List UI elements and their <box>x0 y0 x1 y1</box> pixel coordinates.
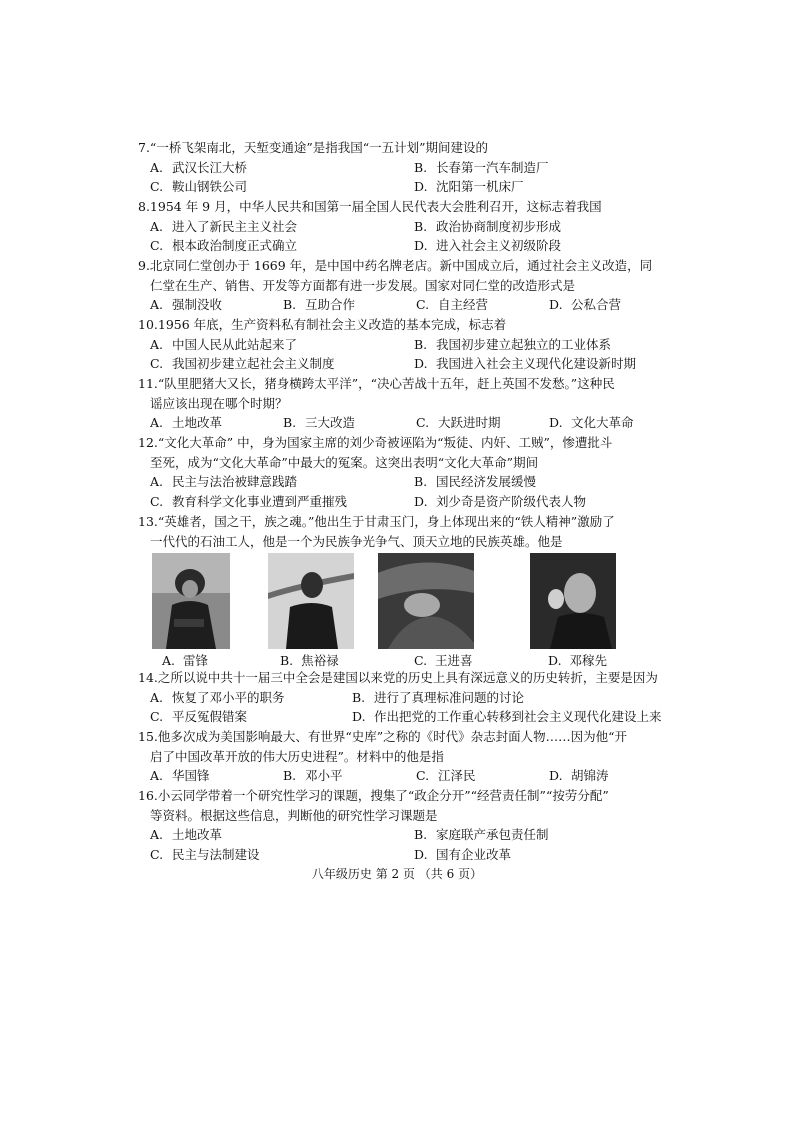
question-15 <box>138 727 678 786</box>
option-a[interactable]: A. 强制没收 <box>150 297 223 312</box>
question-stem: 16.小云同学带着一个研究性学习的课题，搜集了“政企分开”“经营责任制”“按劳分配” 等资料。根据这些信息，判断他的研究性学习课题是 <box>138 788 609 823</box>
page-footer: 八年级历史 第 2 页 （共 6 页） <box>311 867 483 881</box>
portrait-photo-b <box>268 553 354 649</box>
options <box>138 217 678 256</box>
caption-c: C. 王进喜 <box>414 653 473 668</box>
option-a[interactable]: A. 民主与法治被肆意践踏 <box>150 474 298 489</box>
options <box>138 688 678 727</box>
option-c[interactable]: C. 自主经营 <box>416 297 489 312</box>
photo-b <box>268 553 354 649</box>
portrait-photo-d <box>530 553 616 649</box>
caption-b: B. 焦裕禄 <box>280 653 339 668</box>
option-b[interactable]: B. 三大改造 <box>283 415 356 430</box>
question-stem: 11.“队里肥猪大又长，猪身横跨太平洋”，“决心苦战十五年，赶上英国不发愁。”这种民 谣应该出现在哪个时期？ <box>138 376 615 411</box>
question-stem: 8.1954 年 9 月，中华人民共和国第一届全国人民代表大会胜利召开，这标志着我国 <box>138 199 602 214</box>
option-b[interactable]: B. 长春第一汽车制造厂 <box>414 159 549 175</box>
caption-a: A. 雷锋 <box>162 653 208 668</box>
option-d[interactable]: D. 公私合营 <box>549 297 622 312</box>
question-stem: 12.“文化大革命” 中，身为国家主席的刘少奇被诬陷为“叛徒、内奸、工贼”，惨遭批斗 至死，成为“文化大革命”中最大的冤案。这突出表明“文化大革命”期间 <box>138 435 613 470</box>
question-stem: 10.1956 年底，生产资料私有制社会主义改造的基本完成，标志着 <box>138 317 507 332</box>
question-11 <box>138 374 678 433</box>
options <box>138 413 678 433</box>
option-c[interactable]: C. 鞍山钢铁公司 <box>150 179 248 194</box>
option-d[interactable]: D. 刘少奇是资产阶级代表人物 <box>414 493 587 509</box>
option-c[interactable]: C. 教育科学文化事业遭到严重摧残 <box>150 493 348 509</box>
question-9 <box>138 256 678 315</box>
option-b[interactable]: B. 邓小平 <box>283 768 343 783</box>
options <box>138 825 678 864</box>
question-stem: 14.之所以说中共十一届三中全会是建国以来党的历史上具有深远意义的历史转折，主要是因为 <box>138 670 658 685</box>
option-c[interactable]: C. 我国初步建立起社会主义制度 <box>150 356 335 371</box>
photo-c <box>378 553 474 649</box>
options <box>138 295 678 315</box>
option-d[interactable]: D. 进入社会主义初级阶段 <box>414 238 562 253</box>
option-a[interactable]: A. 中国人民从此站起来了 <box>150 336 298 352</box>
option-d[interactable]: D. 我国进入社会主义现代化建设新时期 <box>414 356 637 371</box>
question-7 <box>138 138 678 197</box>
option-a[interactable]: A. 土地改革 <box>150 827 223 842</box>
portrait-photo-c <box>378 553 474 649</box>
option-a[interactable]: A. 土地改革 <box>150 415 223 430</box>
portrait-photo-a <box>152 553 230 649</box>
option-c[interactable]: C. 江泽民 <box>416 768 476 783</box>
option-c[interactable]: C. 平反冤假错案 <box>150 709 248 724</box>
option-d[interactable]: D. 国有企业改革 <box>414 846 512 862</box>
option-b[interactable]: B. 互助合作 <box>283 297 356 312</box>
question-12 <box>138 433 678 511</box>
question-stem: 9.北京同仁堂创办于 1669 年，是中国中药名牌老店。新中国成立后，通过社会主义改造，同 仁堂在生产、销售、开发等方面都有进一步发展。国家对同仁堂的改造形式是 <box>138 258 653 293</box>
question-10 <box>138 315 678 374</box>
options <box>138 335 678 374</box>
option-c[interactable]: C. 根本政治制度正式确立 <box>150 238 298 253</box>
options <box>138 766 678 786</box>
option-a[interactable]: A. 武汉长江大桥 <box>150 159 248 175</box>
photo-a <box>152 553 230 649</box>
option-d[interactable]: D. 沈阳第一机床厂 <box>414 179 524 194</box>
option-b[interactable]: B. 政治协商制度初步形成 <box>414 218 562 234</box>
option-d[interactable]: D. 文化大革命 <box>549 415 634 430</box>
option-b[interactable]: B. 我国初步建立起独立的工业体系 <box>414 336 612 352</box>
caption-d: D. 邓稼先 <box>548 653 608 668</box>
question-8 <box>138 197 678 256</box>
option-a[interactable]: A. 恢复了邓小平的职务 <box>150 689 285 705</box>
options <box>138 158 678 197</box>
options <box>138 472 678 511</box>
question-16 <box>138 786 678 864</box>
question-stem: 15.他多次成为美国影响最大、有世界“史库”之称的《时代》杂志封面人物……因为他“开 启了中国改革开放的伟大历史进程”。材料中的他是指 <box>138 729 628 764</box>
option-a[interactable]: A. 华国锋 <box>150 768 210 783</box>
option-c[interactable]: C. 民主与法制建设 <box>150 846 260 862</box>
question-14 <box>138 668 678 727</box>
question-stem: 13.“英雄者，国之干，族之魂。”他出生于甘肃玉门，身上体现出来的“铁人精神”激励了 一代代的石油工人，他是一个为民族争光争气、顶天立地的民族英雄。他是 <box>138 514 615 549</box>
portrait-photos <box>150 553 670 668</box>
photo-d <box>530 553 616 649</box>
option-d[interactable]: D. 胡锦涛 <box>549 768 609 783</box>
option-a[interactable]: A. 进入了新民主主义社会 <box>150 218 298 234</box>
option-b[interactable]: B. 国民经济发展缓慢 <box>414 474 537 489</box>
question-stem: 7.“一桥飞架南北，天堑变通途”是指我国“一五计划”期间建设的 <box>138 140 488 155</box>
question-13 <box>138 512 678 551</box>
option-c[interactable]: C. 大跃进时期 <box>416 415 501 430</box>
option-d[interactable]: D. 作出把党的工作重心转移到社会主义现代化建设上来 <box>352 709 662 724</box>
option-b[interactable]: B. 进行了真理标准问题的讨论 <box>352 689 525 705</box>
option-b[interactable]: B. 家庭联产承包责任制 <box>414 827 549 842</box>
